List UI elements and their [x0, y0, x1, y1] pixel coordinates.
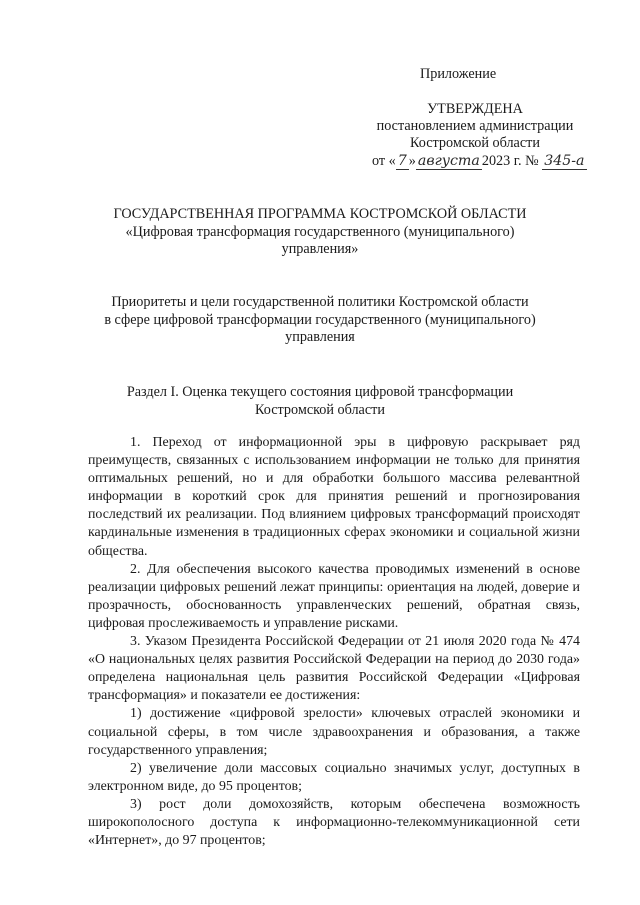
date-mid: » [408, 153, 416, 169]
date-year: 2023 г. № [481, 153, 539, 169]
approval-date-line [372, 153, 587, 170]
section-heading-line2: Костромской области [255, 401, 385, 418]
approval-block [360, 101, 590, 152]
date-month-handwritten: августа [417, 153, 480, 169]
approved-by-line1: постановлением администрации [376, 118, 574, 134]
list-item: 3) рост доли домохозяйств, которым обеспечена возможность широкополосного доступа к информационно-телекоммуникационной сети «Интернет», до 97 процентов; [88, 796, 580, 849]
document-number-handwritten: 345-а [544, 153, 585, 169]
section-heading [80, 384, 560, 419]
priorities-heading [80, 294, 560, 347]
priorities-heading-line2: в сфере цифровой трансформации государственного (муниципального) [104, 311, 536, 328]
paragraph: 2. Для обеспечения высокого качества проводимых изменений в основе реализации цифровых решений лежат принципы: ориентация на людей, доверие и прозрачность, обоснованность управленческих решений, обратная связь, цифровая прослеживаемость и управление рисками. [88, 561, 580, 631]
approved-by-line2: Костромской области [410, 135, 540, 151]
priorities-heading-line1: Приоритеты и цели государственной политики Костромской области [111, 294, 529, 310]
list-item: 2) увеличение доли массовых социально значимых услуг, доступных в электронном виде, до 95 процентов; [88, 760, 580, 794]
appendix-label: Приложение [420, 66, 497, 82]
section-heading-line1: Раздел I. Оценка текущего состояния цифровой трансформации [126, 384, 514, 400]
priorities-heading-line3: управления [285, 329, 355, 345]
paragraph: 1. Переход от информационной эры в цифровую раскрывает ряд преимуществ, связанных с использованием информации не только для принятия оптимальных решений, но и для обработки большого массива релевантной информации в короткий срок для принятия решений и прогнозирования последствий их реализации. Под влиянием цифровых трансформаций происходят кардинальные изменения в традиционных сферах экономики и социальной жизни общества. [88, 435, 580, 559]
date-prefix: от « [372, 153, 396, 169]
list-item: 1) достижение «цифровой зрелости» ключевых отраслей экономики и социальной сферы, в том числе здравоохранения и образования, а также государственного управления; [88, 706, 580, 758]
program-title-line2: «Цифровая трансформация государственного (муниципального) [125, 223, 515, 240]
body-text [88, 434, 580, 850]
date-day-handwritten: 7 [397, 153, 407, 169]
approved-label: УТВЕРЖДЕНА [427, 101, 523, 117]
program-title-line3: управления» [281, 241, 359, 257]
paragraph: 3. Указом Президента Российской Федерации от 21 июля 2020 года № 474 «О национальных целях развития Российской Федерации на период до 2030 года» определена национальная цель развития Российской Федерации «Цифровая трансформация» и показатели ее достижения: [88, 634, 580, 704]
program-title [80, 206, 560, 259]
program-title-line1: ГОСУДАРСТВЕННАЯ ПРОГРАММА КОСТРОМСКОЙ ОБЛАСТИ [113, 206, 527, 222]
